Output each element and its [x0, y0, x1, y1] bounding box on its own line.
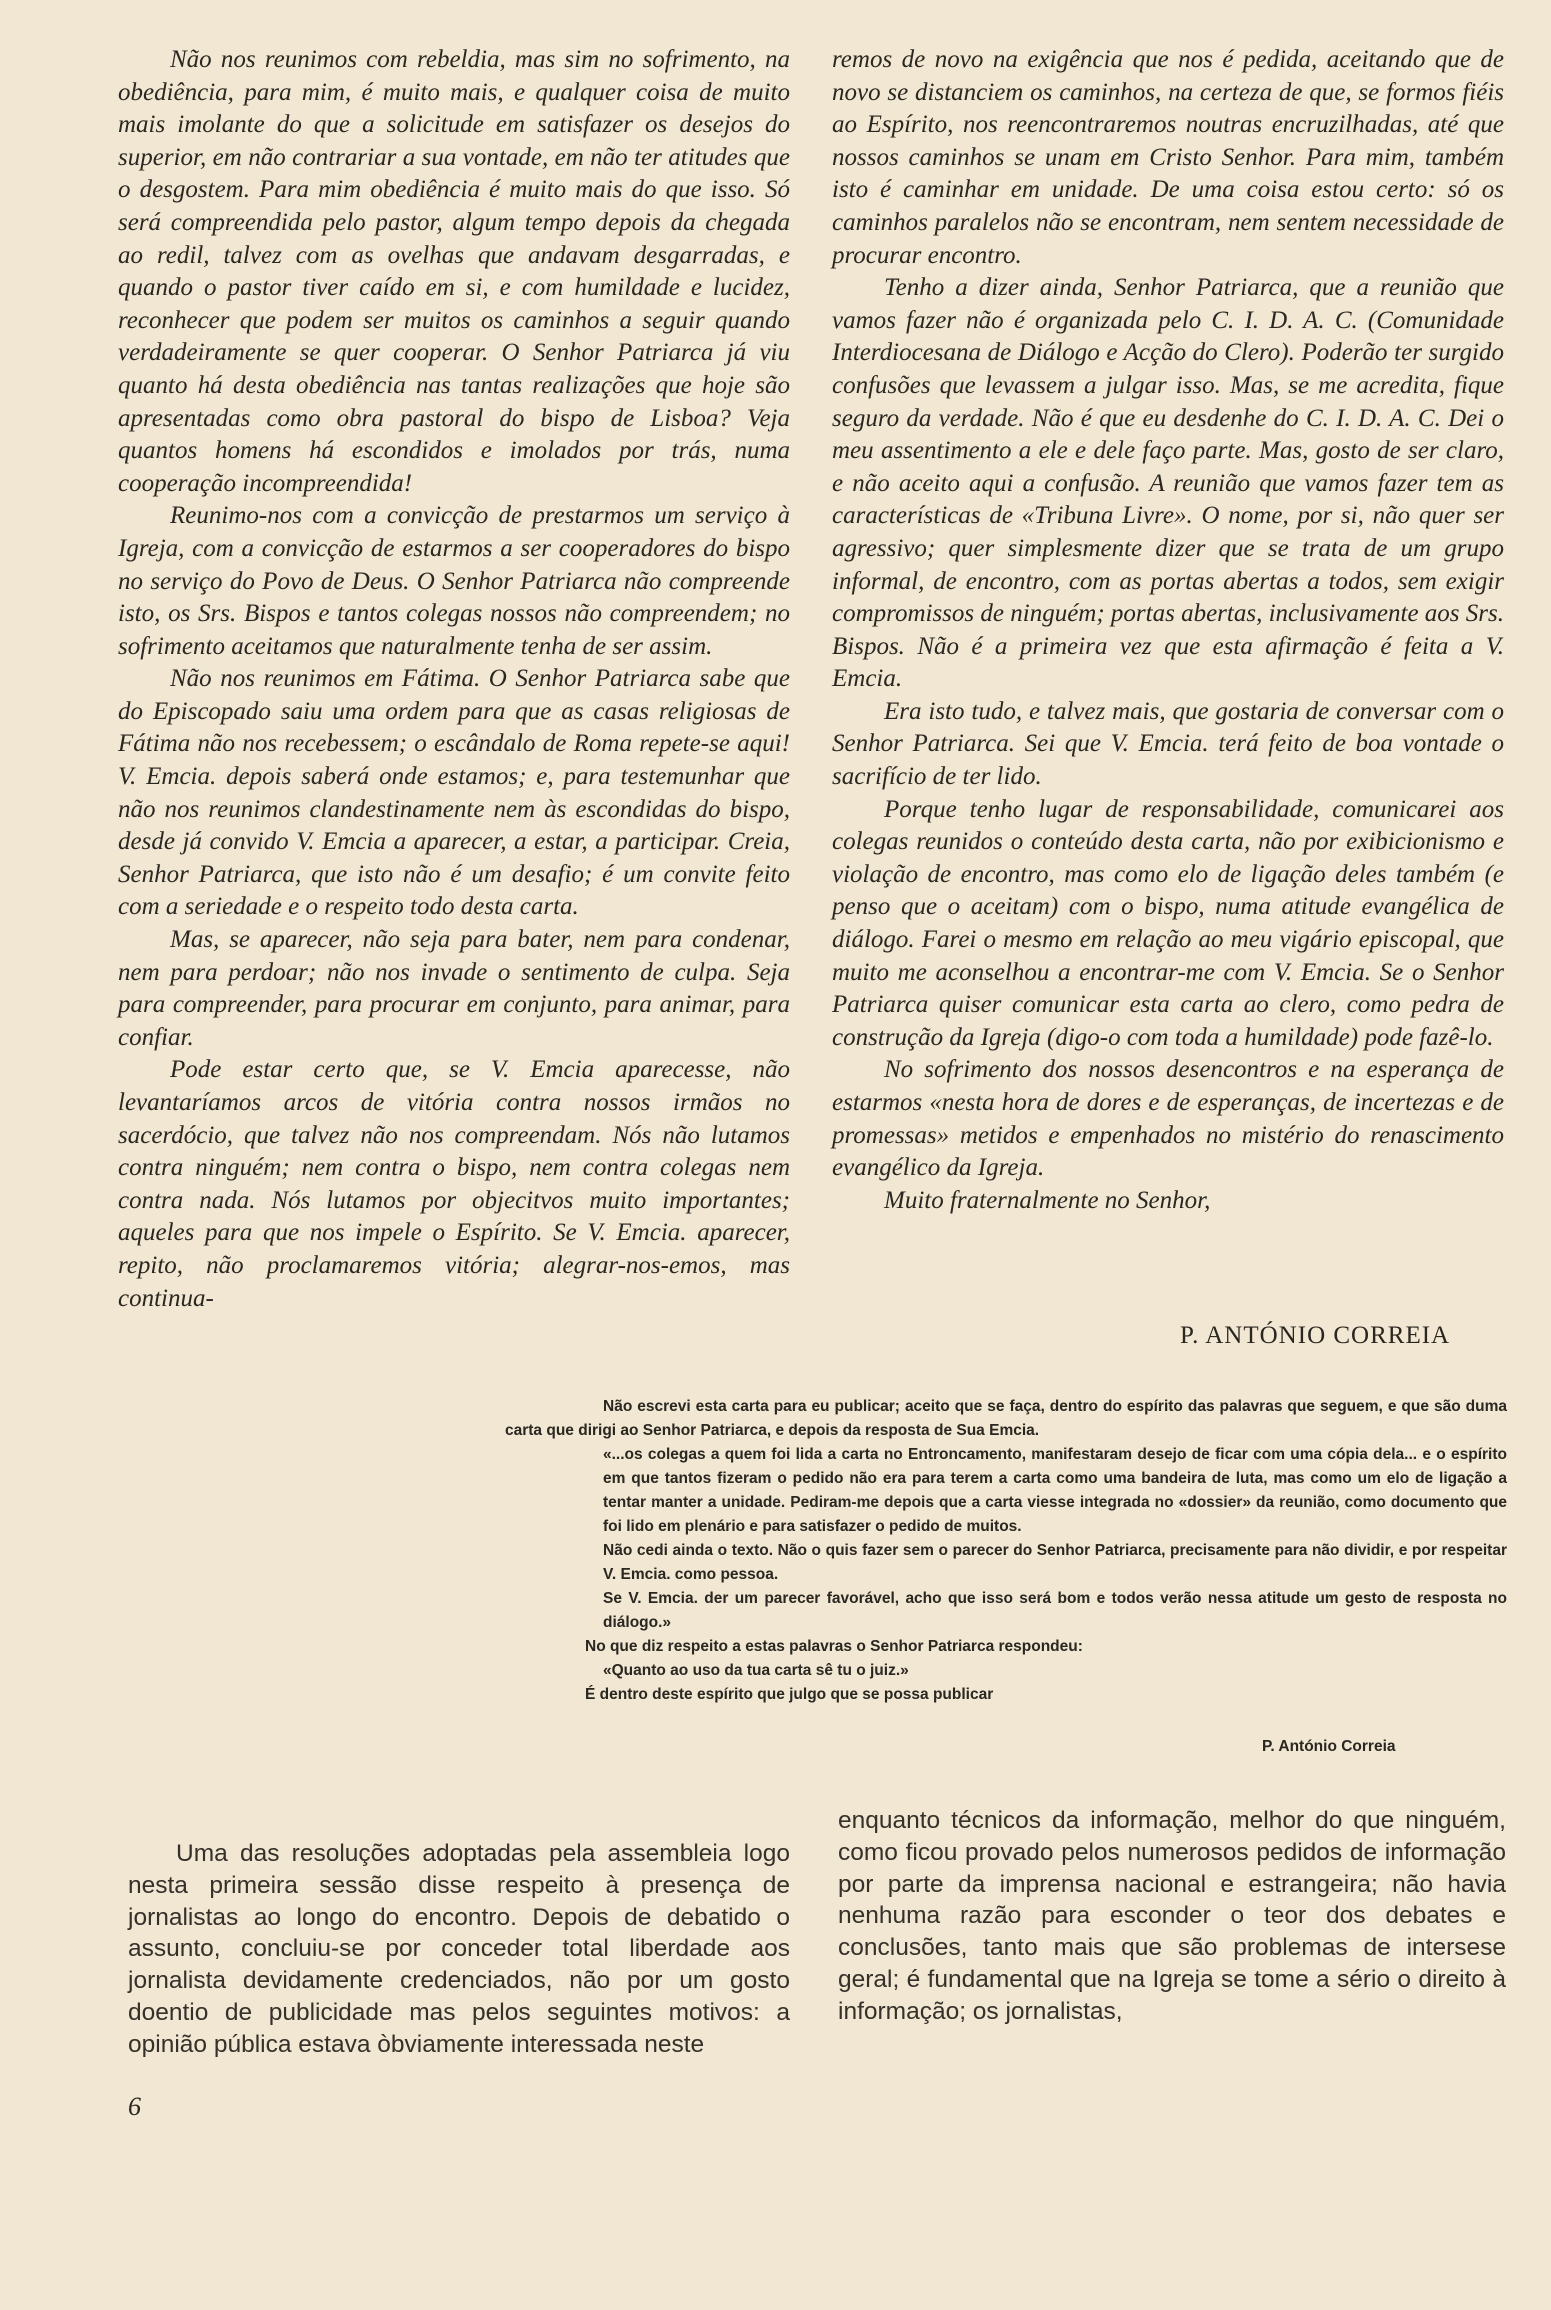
letter-left-column — [118, 44, 790, 1315]
note-paragraph: É dentro deste espírito que julgo que se possa publicar — [585, 1686, 994, 1703]
note-paragraph: «...os colegas a quem foi lida a carta no Entroncamento, manifestaram desejo de ficar com uma cópia dela... e o espírito em que tantos fizeram o pedido não era para terem a carta como uma bandeira de luta, mas como um elo de ligação a tentar manter a unidade. Pediram-me depois que a carta viesse integrada no «dossier» da reunião, como documento que foi lido em plenário e para satisfazer o pedido de muitos. — [603, 1446, 1507, 1535]
article-paragraph: enquanto técnicos da informação, melhor do que ninguém, como ficou provado pelos numerosos pedidos de informação por parte da imprensa nacional e estrangeira; não havia nenhuma razão para esconder o teor dos debates e conclusões, tanto mais que são problemas de intersese geral; é fundamental que na Igreja se tome a sério o direito à informação; os jornalistas, — [838, 1807, 1506, 2025]
letter-paragraph: Mas, se aparecer, não seja para bater, nem para condenar, nem para perdoar; não nos invade o sentimento de culpa. Seja para compreender, para procurar em conjunto, para animar, para confiar. — [118, 926, 790, 1051]
letter-paragraph: remos de novo na exigência que nos é pedida, aceitando que de novo se distanciem os caminhos, na certeza de que, se formos fiéis ao Espírito, nos reencontraremos noutras encruzilhadas, até que nossos caminhos se unam em Cristo Senhor. Para mim, também isto é caminhar em unidade. De uma coisa estou certo: só os caminhos paralelos não se encontram, nem sentem necessidade de procurar encontro. — [832, 46, 1504, 269]
editor-note — [505, 1395, 1507, 1707]
article-left-column — [128, 1838, 790, 2061]
note-paragraph: No que diz respeito a estas palavras o Senhor Patriarca respondeu: — [585, 1638, 1083, 1655]
note-paragraph: Não escrevi esta carta para eu publicar; aceito que se faça, dentro do espírito das palavras que seguem, e que são duma carta que dirigi ao Senhor Patriarca, e depois da resposta de Sua Emcia. — [505, 1398, 1507, 1439]
note-paragraph: Não cedi ainda o texto. Não o quis fazer sem o parecer do Senhor Patriarca, precisamente para não dividir, e por respeitar V. Emcia. como pessoa. — [603, 1542, 1507, 1583]
letter-signature: P. ANTÓNIO CORREIA — [1180, 1322, 1451, 1349]
letter-closing: Muito fraternalmente no Senhor, — [884, 1186, 1211, 1214]
page-number: 6 — [128, 2092, 141, 2121]
note-paragraph: Se V. Emcia. der um parecer favorável, acho que isso será bom e todos verão nessa atitude um gesto de resposta no diálogo.» — [603, 1590, 1507, 1631]
letter-paragraph: No sofrimento dos nossos desencontros e na esperança de estarmos «nesta hora de dores e de esperanças, de incertezas e de promessas» metidos e empenhados no mistério do renascimento evangélico da Igreja. — [832, 1056, 1504, 1182]
note-signature: P. António Correia — [1262, 1738, 1396, 1755]
letter-paragraph: Não nos reunimos com rebeldia, mas sim no sofrimento, na obediência, para mim, é muito mais, e qualquer coisa de muito mais imolante do que a solicitude em satisfazer os desejos do superior, em não contrariar a sua vontade, em não ter atitudes que o desgostem. Para mim obediência é muito mais do que isso. Só será compreendida pelo pastor, algum tempo depois da chegada ao redil, talvez com as ovelhas que andavam desgarradas, e quando o pastor tiver caído em si, e com humildade e lucidez, reconhecer que podem ser muitos os caminhos a seguir quando verdadeiramente se quer cooperar. O Senhor Patriarca já viu quanto há desta obediência nas tantas realizações que hoje são apresentadas como obra pastoral do bispo de Lisboa? Veja quantos homens há escondidos e imolados por trás, numa cooperação incompreendida! — [118, 46, 790, 497]
letter-paragraph: Não nos reunimos em Fátima. O Senhor Patriarca sabe que do Episcopado saiu uma ordem para que as casas religiosas de Fátima não nos recebessem; o escândalo de Roma repete-se aqui! V. Emcia. depois saberá onde estamos; e, para testemunhar que não nos reunimos clandestinamente nem às escondidas do bispo, desde já convido V. Emcia a aparecer, a estar, a participar. Creia, Senhor Patriarca, que isto não é um desafio; é um convite feito com a seriedade e o respeito todo desta carta. — [118, 665, 790, 921]
note-paragraph: «Quanto ao uso da tua carta sê tu o juiz.» — [603, 1662, 909, 1679]
letter-paragraph: Era isto tudo, e talvez mais, que gostaria de conversar com o Senhor Patriarca. Sei que V. Emcia. terá feito de boa vontade o sacrifício de ter lido. — [832, 697, 1504, 791]
letter-paragraph: Reunimo-nos com a convicção de prestarmos um serviço à Igreja, com a convicção de estarmos a ser cooperadores do bispo no serviço do Povo de Deus. O Senhor Patriarca não compreende isto, os Srs. Bispos e tantos colegas nossos não compreendem; no sofrimento aceitamos que naturalmente tenha de ser assim. — [118, 502, 790, 660]
letter-paragraph: Tenho a dizer ainda, Senhor Patriarca, que a reunião que vamos fazer não é organizada pelo C. I. D. A. C. (Comunidade Interdiocesana de Diálogo e Acção do Clero). Poderão ter surgido confusões que levassem a julgar isso. Mas, se me acredita, fique seguro da verdade. Não é que eu desdenhe do C. I. D. A. C. Dei o meu assentimento a ele e dele faço parte. Mas, gosto de ser claro, e não aceito aqui a confusão. A reunião que vamos fazer tem as características de «Tribuna Livre». O nome, por si, não quer ser agressivo; quer simplesmente dizer que se trata de um grupo informal, de encontro, com as portas abertas a todos, sem exigir compromissos de ninguém; portas abertas, inclusivamente aos Srs. Bispos. Não é a primeira vez que esta afirmação é feita a V. Emcia. — [832, 274, 1504, 693]
letter-right-column — [832, 44, 1504, 1217]
article-right-column — [838, 1805, 1506, 2028]
letter-paragraph: Porque tenho lugar de responsabilidade, comunicarei aos colegas reunidos o conteúdo desta carta, não por exibicionismo e violação de encontro, mas como elo de ligação deles também (e penso que o aceitam) com o bispo, numa atitude evangélica de diálogo. Farei o mesmo em relação ao meu vigário episcopal, que muito me aconselhou a encontrar-me com V. Emcia. Se o Senhor Patriarca quiser comunicar esta carta ao clero, como pedra de construção da Igreja (digo-o com toda a humildade) pode fazê-lo. — [832, 795, 1504, 1051]
article-paragraph: Uma das resoluções adoptadas pela assembleia logo nesta primeira sessão disse respeito à presença de jornalistas ao longo do encontro. Depois de debatido o assunto, concluiu-se por conceder total liberdade aos jornalista devidamente credenciados, não por um gosto doentio de publicidade mas pelos seguintes motivos: a opinião pública estava òbviamente interessada neste — [128, 1840, 790, 2058]
letter-paragraph: Pode estar certo que, se V. Emcia aparecesse, não levantaríamos arcos de vitória contra nossos irmãos no sacerdócio, que talvez não nos compreendam. Nós não lutamos contra ninguém; nem contra o bispo, nem contra colegas nem contra nada. Nós lutamos por objecitvos muito importantes; aqueles para que nos impele o Espírito. Se V. Emcia. aparecer, repito, não proclamaremos vitória; alegrar-nos-emos, mas continua- — [118, 1056, 790, 1312]
